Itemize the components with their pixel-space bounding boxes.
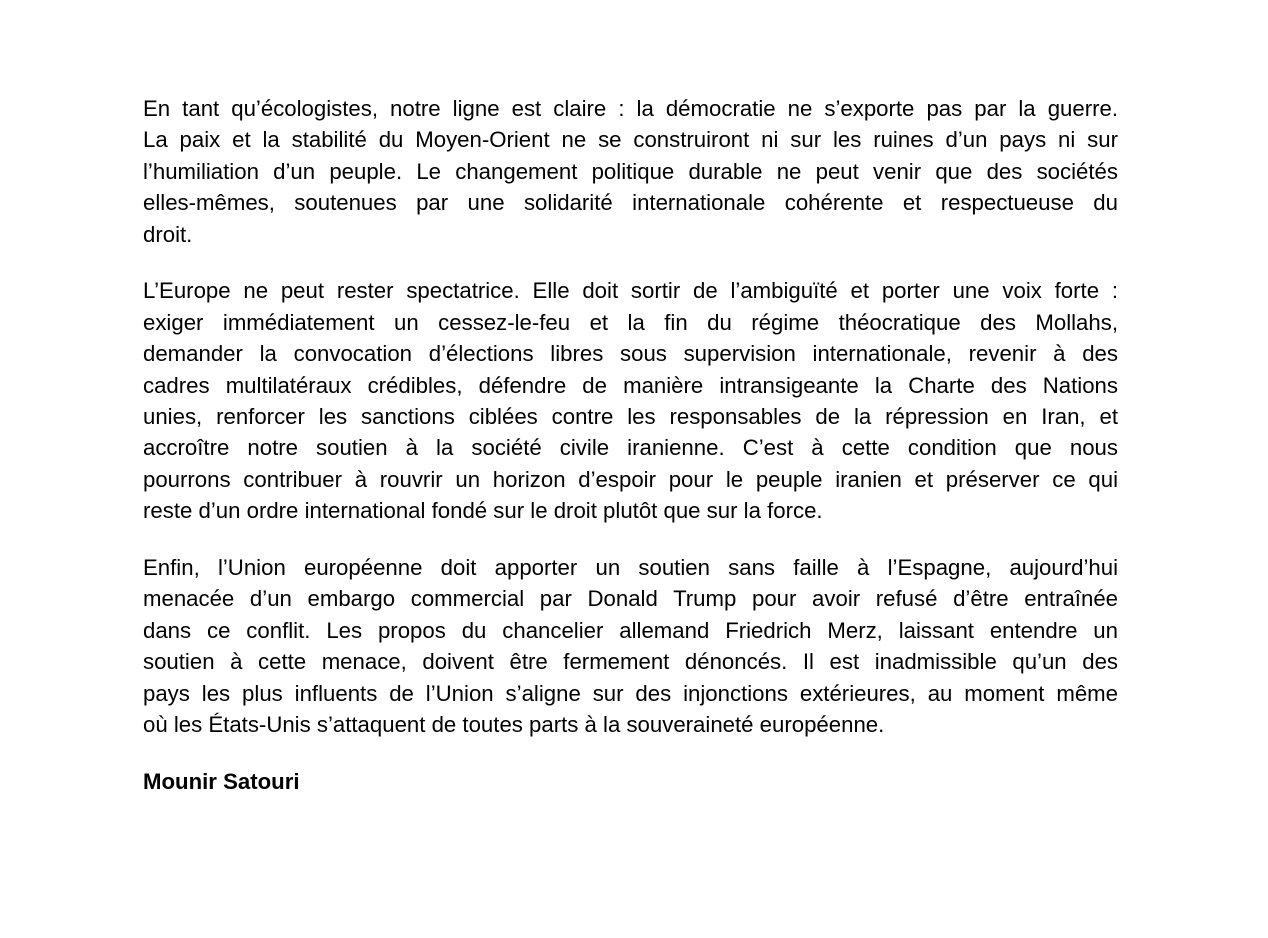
text-line: demander la convocation d’élections libres sous supervision internationale, revenir à des	[143, 341, 1118, 367]
text-line: L’Europe ne peut rester spectatrice. Elle doit sortir de l’ambiguïté et porter une voix forte :	[143, 278, 1118, 304]
author-signature: Mounir Satouri	[143, 768, 300, 794]
text-line: Enfin, l’Union européenne doit apporter un soutien sans faille à l’Espagne, aujourd’hui	[143, 555, 1118, 581]
text-line: droit.	[143, 221, 193, 247]
paragraph-europe	[143, 275, 1118, 526]
text-line: où les États-Unis s’attaquent de toutes parts à la souveraineté européenne.	[143, 712, 885, 738]
text-line: reste d’un ordre international fondé sur le droit plutôt que sur la force.	[143, 498, 823, 524]
paragraph-spain	[143, 552, 1118, 740]
text-line: La paix et la stabilité du Moyen-Orient ne se construiront ni sur les ruines d’un pays ni sur	[143, 127, 1118, 153]
text-line: soutien à cette menace, doivent être fermement dénoncés. Il est inadmissible qu’un des	[143, 649, 1118, 675]
text-line: En tant qu’écologistes, notre ligne est claire : la démocratie ne s’exporte pas par la guerre.	[143, 96, 1118, 121]
document-body	[143, 93, 1118, 797]
text-line: cadres multilatéraux crédibles, défendre de manière intransigeante la Charte des Nations	[143, 372, 1118, 398]
text-line: exiger immédiatement un cessez-le-feu et la fin du régime théocratique des Mollahs,	[143, 309, 1118, 335]
text-line: dans ce conflit. Les propos du chancelier allemand Friedrich Merz, laissant entendre un	[143, 617, 1118, 643]
text-line: menacée d’un embargo commercial par Donald Trump pour avoir refusé d’être entraînée	[143, 586, 1118, 612]
text-line: unies, renforcer les sanctions ciblées contre les responsables de la répression en Iran, et	[143, 404, 1118, 430]
text-line: pays les plus influents de l’Union s’aligne sur des injonctions extérieures, au moment même	[143, 680, 1118, 706]
text-line: elles-mêmes, soutenues par une solidarité internationale cohérente et respectueuse du	[143, 190, 1118, 216]
text-line: accroître notre soutien à la société civile iranienne. C’est à cette condition que nous	[143, 435, 1118, 461]
text-line: l’humiliation d’un peuple. Le changement politique durable ne peut venir que des sociétés	[143, 158, 1118, 184]
paragraph-democracy	[143, 93, 1118, 250]
text-line: pourrons contribuer à rouvrir un horizon d’espoir pour le peuple iranien et préserver ce qui	[143, 466, 1118, 492]
